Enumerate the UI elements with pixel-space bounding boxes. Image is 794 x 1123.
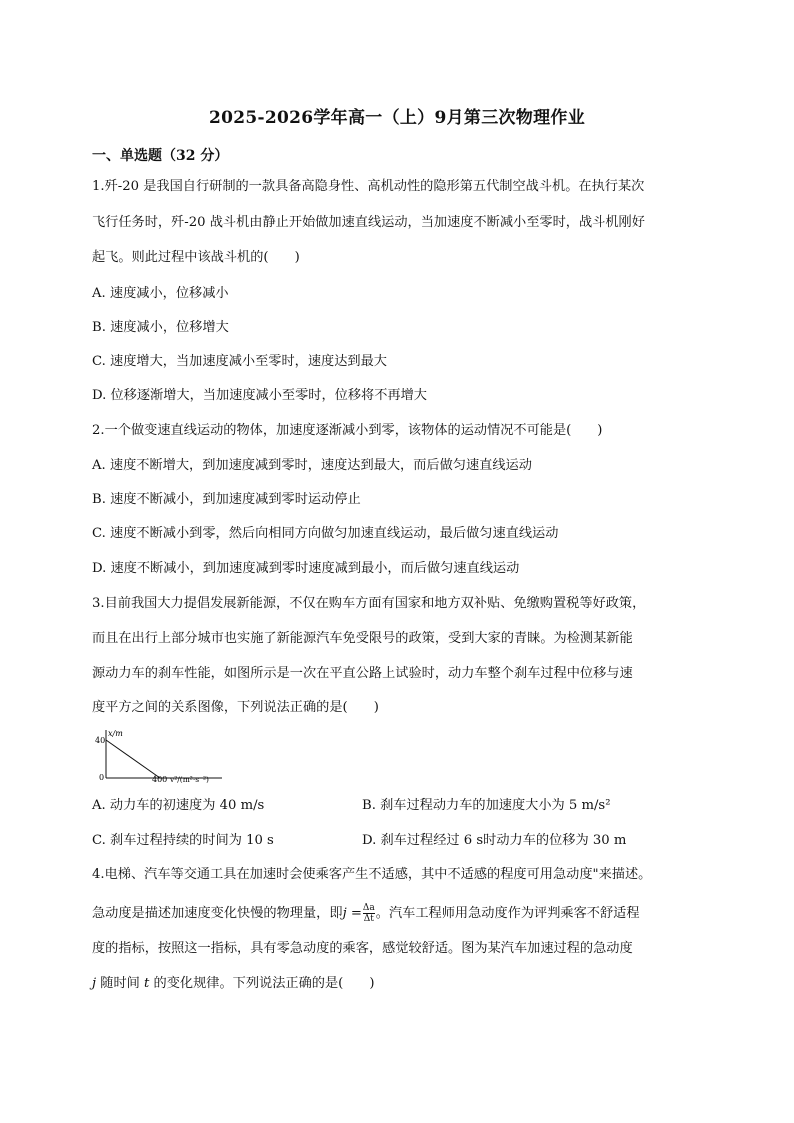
q2-option-a[interactable]: A. 速度不断增大，到加速度减到零时，速度达到最大，而后做匀速直线运动	[92, 458, 532, 473]
section-heading: 一、单选题（32 分）	[92, 148, 229, 164]
q3-option-a[interactable]: A. 动力车的初速度为 40 m/s	[92, 798, 265, 813]
q3-option-b[interactable]: B. 刹车过程动力车的加速度大小为 5 m/s²	[362, 798, 611, 813]
graph-y-tick: 40	[95, 736, 106, 745]
q2-stem	[92, 422, 602, 440]
q1-option-d[interactable]: D. 位移逐渐增大，当加速度减小至零时，位移将不再增大	[92, 388, 427, 403]
q1-option-b[interactable]: B. 速度减小，位移增大	[92, 320, 229, 335]
q4-line-4	[92, 975, 374, 993]
graph-origin: 0	[99, 773, 105, 782]
q4-symbol-j: j	[92, 976, 97, 991]
q3-line-4-text: 度平方之间的关系图像，下列说法正确的是(	[92, 700, 348, 715]
q1-option-a[interactable]: A. 速度减小，位移减小	[92, 286, 229, 301]
q4-formula-lhs: j =	[342, 906, 362, 921]
q3-line-3: 源动力车的刹车性能，如图所示是一次在平直公路上试验时，动力车整个刹车过程中位移与速	[92, 666, 633, 681]
q2-option-d[interactable]: D. 速度不断减小，到加速度减到零时速度减到最小，而后做匀速直线运动	[92, 561, 520, 576]
q1-paren-close: )	[294, 250, 300, 265]
q3-option-d[interactable]: D. 刹车过程经过 6 s时动力车的位移为 30 m	[362, 833, 627, 848]
q3-line-1: 3.目前我国大力提倡发展新能源，不仅在购车方面有国家和地方双补贴、免缴购置税等好政策，	[92, 596, 646, 611]
graph-x-tick: 400	[152, 775, 168, 783]
q4-symbol-t: t	[144, 976, 150, 991]
q4-line-4-mid: 随时间	[96, 976, 145, 991]
q1-line-1: 1.歼-20 是我国自行研制的一款具备高隐身性、高机动性的隐形第五代制空战斗机。在执行某次	[92, 179, 645, 194]
q4-line-3: 度的指标，按照这一指标，具有零急动度的乘客，感觉较舒适。图为某汽车加速过程的急动度	[92, 941, 633, 956]
q4-line-1: 4.电梯、汽车等交通工具在加速时会使乘客产生不适感，其中不适感的程度可用急动度"来描述。	[92, 867, 652, 882]
q1-option-c[interactable]: C. 速度增大，当加速度减小至零时，速度达到最大	[92, 354, 387, 369]
graph-x-axis-label: v²/(m²·s⁻²)	[170, 775, 209, 783]
q2-paren-close: )	[597, 423, 603, 438]
q2-option-c[interactable]: C. 速度不断减小到零，然后向相同方向做匀加速直线运动，最后做匀速直线运动	[92, 526, 559, 541]
page-title: 2025-2026学年高一（上）9月第三次物理作业	[208, 108, 585, 128]
q3-paren-close: )	[373, 700, 379, 715]
q3-line-4	[92, 699, 379, 717]
q4-line-2	[92, 903, 640, 924]
graph-y-axis-label: x/m	[108, 729, 123, 738]
q4-line-2-pre: 急动度是描述加速度变化快慢的物理量，即	[92, 906, 343, 921]
q4-formula-denominator: Δt	[363, 914, 374, 924]
q1-line-2: 飞行任务时，歼-20 战斗机由静止开始做加速直线运动，当加速度不断减小至零时，战斗机刚好	[92, 215, 645, 230]
q4-formula-numerator: Δa	[362, 903, 375, 913]
q3-line-2: 而且在出行上部分城市也实施了新能源汽车免受限号的政策，受到大家的青睐。为检测某新能	[92, 631, 633, 646]
q1-line-3	[92, 249, 300, 267]
q4-paren-close: )	[369, 976, 375, 991]
q2-option-b[interactable]: B. 速度不断减小，到加速度减到零时运动停止	[92, 492, 361, 507]
q4-line-4-post: 的变化规律。下列说法正确的是(	[149, 976, 344, 991]
q1-line-3-text: 起飞。则此过程中该战斗机的(	[92, 250, 269, 265]
x-v2-graph	[94, 728, 224, 783]
q2-stem-text: 2.一个做变速直线运动的物体，加速度逐渐减小到零，该物体的运动情况不可能是(	[92, 423, 572, 438]
graph-data-line	[106, 740, 160, 778]
q3-option-c[interactable]: C. 刹车过程持续的时间为 10 s	[92, 833, 274, 848]
q4-line-2-post: 。汽车工程师用急动度作为评判乘客不舒适程	[375, 906, 640, 921]
q4-formula-fraction	[363, 903, 375, 924]
